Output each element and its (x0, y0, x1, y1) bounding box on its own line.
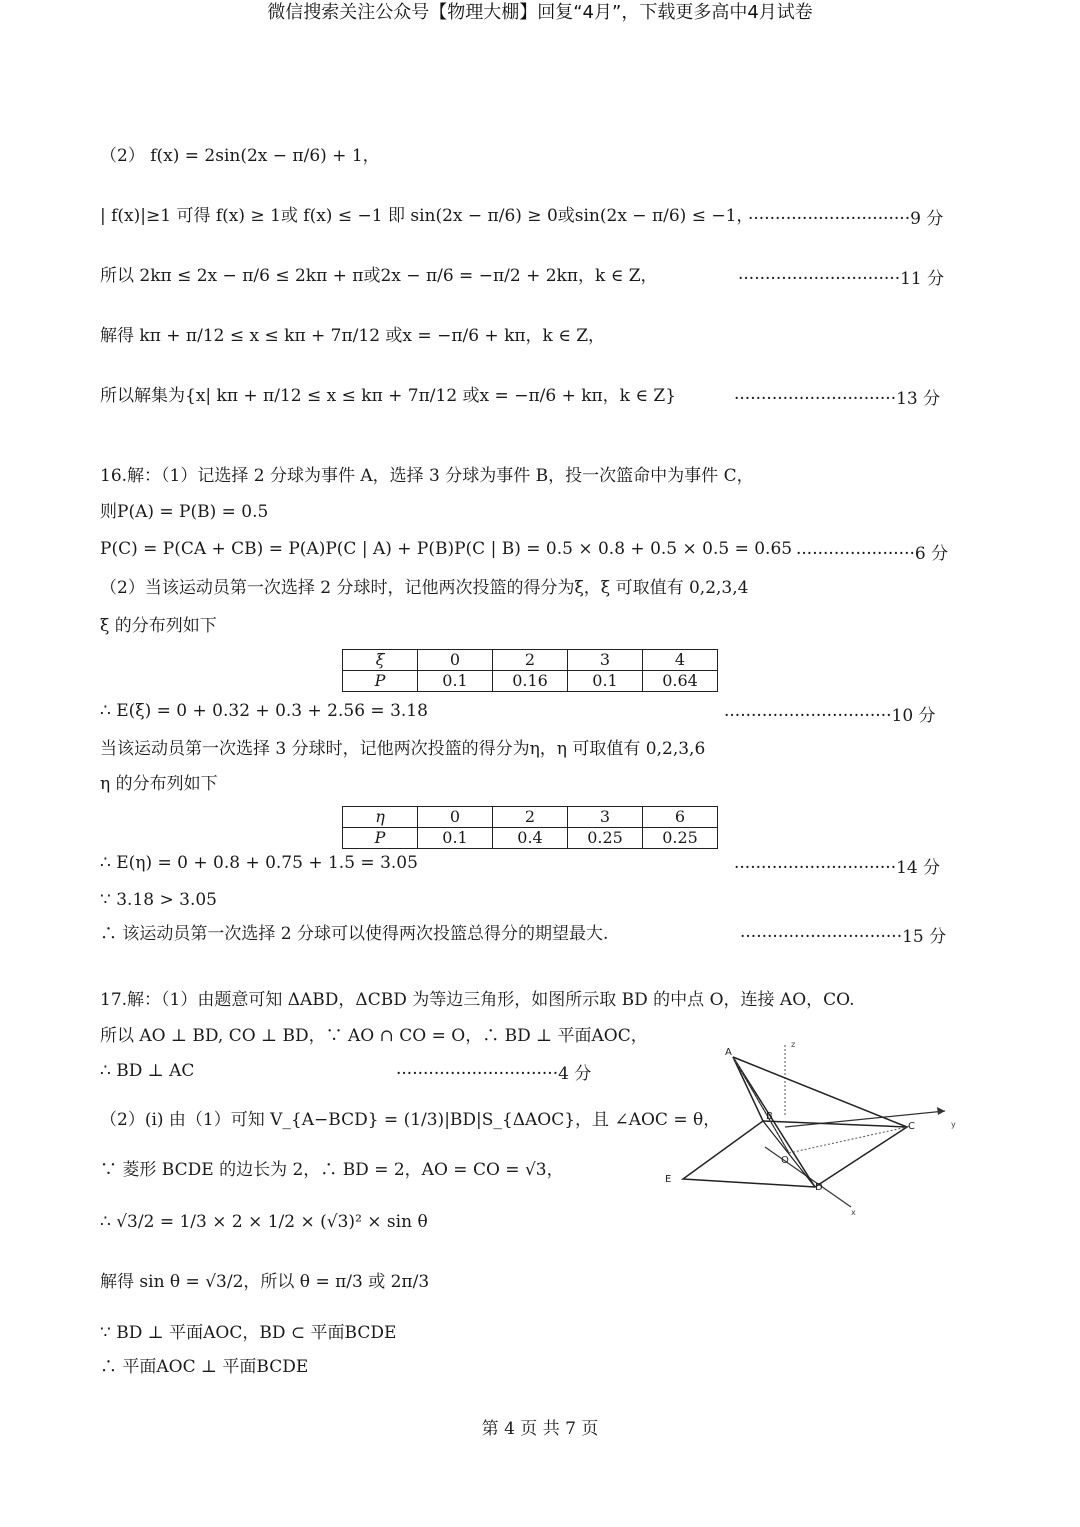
page-footer: 第 4 页 共 7 页 (481, 1419, 599, 1439)
q16-line-6: ∴ E(ξ) = 0 + 0.32 + 0.3 + 2.56 = 3.18 (100, 701, 428, 721)
table-cell: 0.1 (568, 671, 643, 692)
q15-line-5: 所以解集为{x| kπ + π/12 ≤ x ≤ kπ + 7π/12 或x = −π/6 + kπ，k ∈ Z} (100, 386, 677, 406)
label-y: y (951, 1120, 956, 1129)
y-axis-arrow (937, 1107, 945, 1115)
q15-score-13: ······························13 分 (734, 389, 941, 409)
table-cell: 0.25 (643, 828, 718, 849)
q17-line-7: 解得 sin θ = √3/2，所以 θ = π/3 或 2π/3 (100, 1272, 430, 1292)
segment-ac (733, 1057, 907, 1127)
table-cell: 0.64 (643, 671, 718, 692)
q15-score-9: ······························9 分 (748, 209, 944, 229)
q15-line-3: 所以 2kπ ≤ 2x − π/6 ≤ 2kπ + π或2x − π/6 = −π/2 + 2kπ，k ∈ Z， (100, 266, 658, 286)
q17-line-2: 所以 AO ⊥ BD, CO ⊥ BD，∵ AO ∩ CO = O，∴ BD ⊥ 平面AOC， (100, 1026, 648, 1046)
label-a: A (725, 1047, 732, 1058)
table-cell: 0 (418, 807, 493, 828)
segment-bd (763, 1121, 815, 1187)
q16-line-11: ∴ 该运动员第一次选择 2 分球可以使得两次投篮总得分的期望最大. (100, 924, 609, 944)
table-row (343, 671, 718, 692)
table-cell: 0 (418, 650, 493, 671)
table-row (343, 650, 718, 671)
table-row (343, 807, 718, 828)
q17-line-5: ∵ 菱形 BCDE 的边长为 2，∴ BD = 2，AO = CO = √3， (100, 1160, 564, 1180)
q15-line-4: 解得 kπ + π/12 ≤ x ≤ kπ + 7π/12 或x = −π/6 + kπ，k ∈ Z， (100, 326, 606, 346)
table-row (343, 828, 718, 849)
q16-line-4: （2）当该运动员第一次选择 2 分球时，记他两次投篮的得分为ξ，ξ 可取值有 0,2,3,4 (100, 578, 749, 598)
table-cell: 0.1 (418, 828, 493, 849)
q17-score-4: ······························4 分 (396, 1064, 592, 1084)
label-o: O (781, 1155, 789, 1166)
q16-score-15: ······························15 分 (740, 927, 947, 947)
label-c: C (908, 1121, 915, 1132)
q17-line-8: ∵ BD ⊥ 平面AOC，BD ⊂ 平面BCDE (100, 1323, 397, 1343)
q17-line-6: ∴ √3/2 = 1/3 × 2 × 1/2 × (√3)² × sin θ (100, 1212, 428, 1232)
q16-line-10: ∵ 3.18 > 3.05 (100, 890, 217, 910)
table-cell: 0.25 (568, 828, 643, 849)
q16-line-7: 当该运动员第一次选择 3 分球时，记他两次投篮的得分为η，η 可取值有 0,2,3,6 (100, 739, 706, 759)
q15-line-2: | f(x)|≥1 可得 f(x) ≥ 1或 f(x) ≤ −1 即 sin(2x − π/6) ≥ 0或sin(2x − π/6) ≤ −1， (100, 206, 754, 226)
q16-score-14: ······························14 分 (734, 858, 941, 878)
xi-distribution-table (342, 649, 718, 692)
geometry-figure (655, 1035, 965, 1220)
table-cell: 2 (493, 650, 568, 671)
q17-line-9: ∴ 平面AOC ⊥ 平面BCDE (100, 1357, 309, 1377)
table-cell: η (343, 807, 418, 828)
table-cell: 2 (493, 807, 568, 828)
q15-score-11: ······························11 分 (738, 269, 945, 289)
q16-line-5: ξ 的分布列如下 (100, 616, 217, 636)
top-banner: 微信搜索关注公众号【物理大棚】回复“4月”，下载更多高中4月试卷 (267, 2, 813, 23)
table-cell: 3 (568, 650, 643, 671)
q16-line-9: ∴ E(η) = 0 + 0.8 + 0.75 + 1.5 = 3.05 (100, 853, 418, 873)
q16-line-8: η 的分布列如下 (100, 774, 218, 794)
q16-line-3: P(C) = P(CA + CB) = P(A)P(C | A) + P(B)P(C | B) = 0.5 × 0.8 + 0.5 × 0.5 = 0.65 (100, 539, 793, 559)
q15-line-1: （2） f(x) = 2sin(2x − π/6) + 1， (100, 146, 380, 166)
table-cell: 0.16 (493, 671, 568, 692)
table-cell: 3 (568, 807, 643, 828)
label-z: z (791, 1040, 796, 1049)
q17-line-3: ∴ BD ⊥ AC (100, 1061, 195, 1081)
table-cell: P (343, 828, 418, 849)
q17-line-4: （2）(i) 由（1）可知 V_{A−BCD} = (1/3)|BD|S_{ΔAOC}，且 ∠AOC = θ， (100, 1110, 721, 1130)
label-x: x (851, 1208, 856, 1217)
segment-oc (789, 1127, 907, 1153)
table-cell: P (343, 671, 418, 692)
q16-score-10: ·······························10 分 (724, 706, 936, 726)
table-cell: 6 (643, 807, 718, 828)
label-d: D (815, 1182, 823, 1193)
eta-distribution-table (342, 806, 718, 849)
table-cell: 4 (643, 650, 718, 671)
label-b: B (766, 1111, 773, 1122)
q16-line-1: 16.解：（1）记选择 2 分球为事件 A，选择 3 分球为事件 B，投一次篮命中为事件 C， (100, 466, 754, 486)
table-cell: 0.4 (493, 828, 568, 849)
q16-line-2: 则P(A) = P(B) = 0.5 (100, 502, 269, 522)
table-cell: 0.1 (418, 671, 493, 692)
q16-score-6: ······················6 分 (796, 544, 949, 564)
q17-line-1: 17.解：（1）由题意可知 ΔABD，ΔCBD 为等边三角形，如图所示取 BD 的中点 O，连接 AO，CO. (100, 990, 855, 1010)
label-e: E (665, 1174, 672, 1185)
table-cell: ξ (343, 650, 418, 671)
